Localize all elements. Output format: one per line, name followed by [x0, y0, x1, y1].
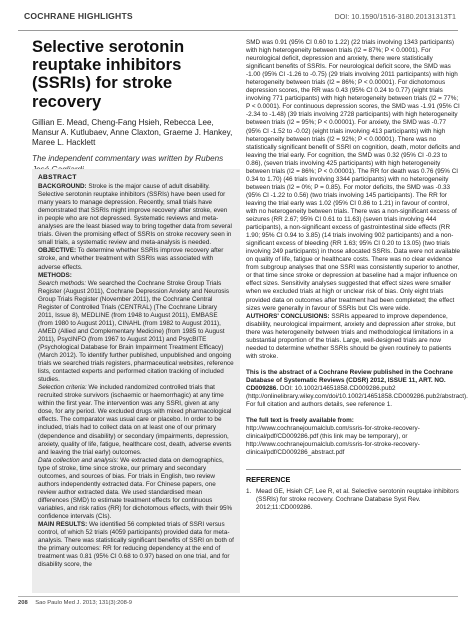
- header-divider: [18, 30, 458, 31]
- authors-conclusions: [246, 313, 461, 361]
- results-continuation: SMD was 0.91 (95% CI 0.60 to 1.22) (22 trials involving 1343 participants) with high heterogeneity between trials (I2 = 87%; P < 0.0001). For neurological deficit, depression and anxiety, there were statistically significant benefits of SSRIs. For neurological deficit score, the SMD was -1.00 (95% CI -1.26 to -0.75) (29 trials involving 2011 participants) with high heterogeneity between trials (I2 = 86%; P < 0.00001). For dichotomous depression scores, the RR was 0.43 (95% CI 0.24 to 0.77) (eight trials involving 771 participants) with high heterogeneity between trials (I2 = 77%; P < 0.0001). For continuous depression scores, the SMD was -1.91 (95% CI -2.34 to -1.48) (39 trials involving 2728 participants) with high heterogeneity between trials (I2 = 95%; P < 0.00001). For anxiety, the SMD was -0.77 (95% CI -1.52 to -0.02) (eight trials involving 413 participants) with high heterogeneity between trials (I2 = 92%; P < 0.00001). There was no statistically significant benefit of SSRI on cognition, death, motor deficits and leaving the trial early. For cognition, the SMD was 0.32 (95% CI -0.23 to 0.86), (seven trials involving 425 participants) with high heterogeneity between trials (I2 = 86%; P < 0.00001). The RR for death was 0.76 (95% CI 0.34 to 1.70) (46 trials involving 3344 participants) with no heterogeneity between trials (I2 = 0%; P = 0.85). For motor deficits, the SMD was -0.33 (95% CI -1.22 to 0.56) (two trials involving 145 participants). The RR for leaving the trial early was 1.02 (95% CI 0.86 to 1.21) in favour of control, with no heterogeneity between trials. There was a non-significant excess of seizures (RR 2.67; 95% CI 0.61 to 11.63) (seven trials involving 444 participants), a non-significant excess of gastrointestinal side effects (RR 1.90; 95% CI 0.94 to 3.85) (14 trials involving 902 participants) and a non-significant excess of bleeding (RR 1.63; 95% CI 0.20 to 13.05) (two trials involving 249 participants) in those allocated SSRIs. Data were not available on quality of life, fatigue or healthcare costs. There was no clear evidence from subgroup analyses that one SSRI was consistently superior to another, or that time since stroke or depression at baseline had a major influence on effect sizes. Sensitivity analyses suggested that effect sizes were smaller when we excluded trials at high or unclear risk of bias. Only eight trials provided data on outcomes after treatment had been completed; the effect sizes were generally in favour of SSRIs but CIs were wide.: [246, 39, 461, 312]
- selection-criteria-label: Selection criteria:: [38, 384, 87, 392]
- data-collection-label: Data collection and analysis:: [38, 456, 119, 464]
- abstract-selection-criteria: [38, 384, 234, 456]
- reference-item: [246, 488, 461, 512]
- footer-divider: [18, 596, 458, 597]
- objective-text: To determine whether SSRIs improve recovery after stroke, and whether treatment with SSRIs was associated with adverse effects.: [38, 247, 224, 271]
- full-text-note: [246, 417, 461, 457]
- background-text: Stroke is the major cause of adult disability. Selective serotonin reuptake inhibitors (SSRIs) have been used for many years to manage depression. Recently, small trials have demonstrated that SSRIs might improve recovery after stroke, even in people who are not depressed. Systematic reviews and meta-analyses are the least biased way to bring together data from several trials. Given the promising effect of SSRIs on stroke recovery seen in small trials, a systematic review and meta-analysis is needed.: [38, 183, 232, 247]
- selection-criteria-text: We included randomized controlled trials that recruited stroke survivors (ischaemic or haemorrhagic) at any time within the first year. The intervention was any SSRI, given at any dose, for any period. We excluded drugs with mixed pharmacological effects. The comparator was usual care or placebo. In order to be included, trials had to collect data on at least one of our primary (dependence and disability) or secondary (impairments, depression, anxiety, quality of life, fatigue, healthcare cost, death, adverse events and leaving the trial early) outcomes.: [38, 384, 232, 456]
- abstract-main-results: [38, 521, 234, 569]
- header-doi: DOI: 10.1590/1516-3180.20131313T1: [334, 12, 456, 21]
- methods-label: METHODS:: [38, 271, 72, 279]
- page-number: 208: [18, 600, 28, 606]
- search-methods-text: We searched the Cochrane Stroke Group Trials Register (August 2011), Cochrane Depression Anxiety and Neurosis Group Trials Register (November 2011), the Cochrane Central Register of Controlled Trials (CENTRAL) (The Cochrane Library 2011, Issue 8), MEDLINE (from 1948 to August 2011), EMBASE (from 1980 to August 2011), CINAHL (from 1982 to August 2011), AMED (Allied and Complementary Medicine) (from 1985 to August 2011), PsycINFO (from 1967 to August 2011) and PsycBITE (Psychological Database for Brain Impairment Treatment Efficacy) (March 2012). To identify further published, unpublished and ongoing trials we searched trials registers, pharmaceutical websites, reference lists, contacted experts and performed citation tracking of included studies.: [38, 279, 234, 384]
- main-results-text: We identified 56 completed trials of SSRI versus control, of which 52 trials (4059 participants) provided data for meta-analysis. There was statistically significant benefits of SSRI on both of the primary outcomes: RR for reducing dependency at the end of treatment was 0.81 (95% CI 0.68 to 0.97) based on one trial, and for disability score, the: [38, 521, 234, 569]
- section-label: COCHRANE HIGHLIGHTS: [24, 11, 133, 21]
- search-methods-label: Search methods:: [38, 279, 86, 287]
- abstract-objective: [38, 247, 234, 271]
- article-title: Selective serotonin reuptake inhibitors (SSRIs) for stroke recovery: [32, 37, 185, 111]
- page-footer: [18, 600, 132, 606]
- highlight-text: DOI: 10.1002/14651858.CD009286.pub2 (http://onlinelibrary.wiley.com/doi/10.1002/14651858.CD009286.pub2/abstract). For full citation and authors details, see reference 1.: [246, 384, 468, 409]
- conclusions-label: AUTHORS' CONCLUSIONS:: [246, 312, 330, 320]
- data-collection-text: We extracted data on demographics, type of stroke, time since stroke, our primary and secondary outcomes, and sources of bias. For trials in English, two review authors independently extracted data. For Chinese papers, one review author extracted data. We used standardised mean differences (SMD) to estimate treatment effects for continuous variables, and risk ratios (RR) for dichotomous effects, with their 95% confidence intervals (CIs).: [38, 456, 233, 520]
- page-header: [0, 10, 474, 27]
- reference-number: 1.: [246, 488, 252, 496]
- reference-heading: REFERENCE: [246, 469, 461, 484]
- abstract-search-methods: [38, 280, 234, 385]
- background-label: BACKGROUND:: [38, 183, 87, 191]
- highlight-bold-text: This is the abstract of a Cochrane Review published in the Cochrane Database of Systematic Reviews (CDSR) 2012, ISSUE 11, ART. NO. CD009286.: [246, 368, 453, 392]
- reference-text: Mead GE, Hsieh CF, Lee R, et al. Selective serotonin reuptake inhibitors (SSRIs) for stroke recovery. Cochrane Database Syst Rev. 2012;11:CD009286.: [256, 488, 459, 512]
- full-text-links[interactable]: http://www.cochranejournalclub.com/ssris-for-stroke-recovery-clinical/pdf/CD009286.pdf (this link may be temporary), or http://www.cochranejournalclub.com/ssris-for-stroke-recovery-clinical/pdf/CD009286_abstract.pdf: [246, 425, 420, 457]
- right-column: [246, 39, 468, 512]
- objective-label: OBJECTIVE:: [38, 247, 77, 255]
- abstract-background: [38, 183, 234, 247]
- journal-citation: Sao Paulo Med J. 2013; 131(3):208-9: [35, 600, 132, 606]
- commentary-note: The independent commentary was written by Rubens: [32, 154, 224, 164]
- abstract-data-collection: [38, 457, 234, 521]
- conclusions-text: SSRIs appeared to improve dependence, disability, neurological impairment, anxiety and depression after stroke, but there was heterogeneity between trials and methodological limitations in a substantial proportion of the trials. Large, well-designed trials are now needed to determine whether SSRIs should be given routinely to patients with stroke.: [246, 312, 456, 360]
- abstract-box: [32, 169, 240, 593]
- author-list: Gillian E. Mead, Cheng-Fang Hsieh, Rebecca Lee, Mansur A. Kutlubaev, Anne Claxton, Graeme J. Hankey, Maree L. Hacklett: [32, 117, 233, 148]
- cochrane-highlight-note: [246, 368, 468, 409]
- main-results-label: MAIN RESULTS:: [38, 521, 88, 529]
- title-block: [32, 38, 240, 175]
- full-text-label: The full text is freely available from:: [246, 417, 354, 425]
- abstract-heading: ABSTRACT: [38, 174, 77, 181]
